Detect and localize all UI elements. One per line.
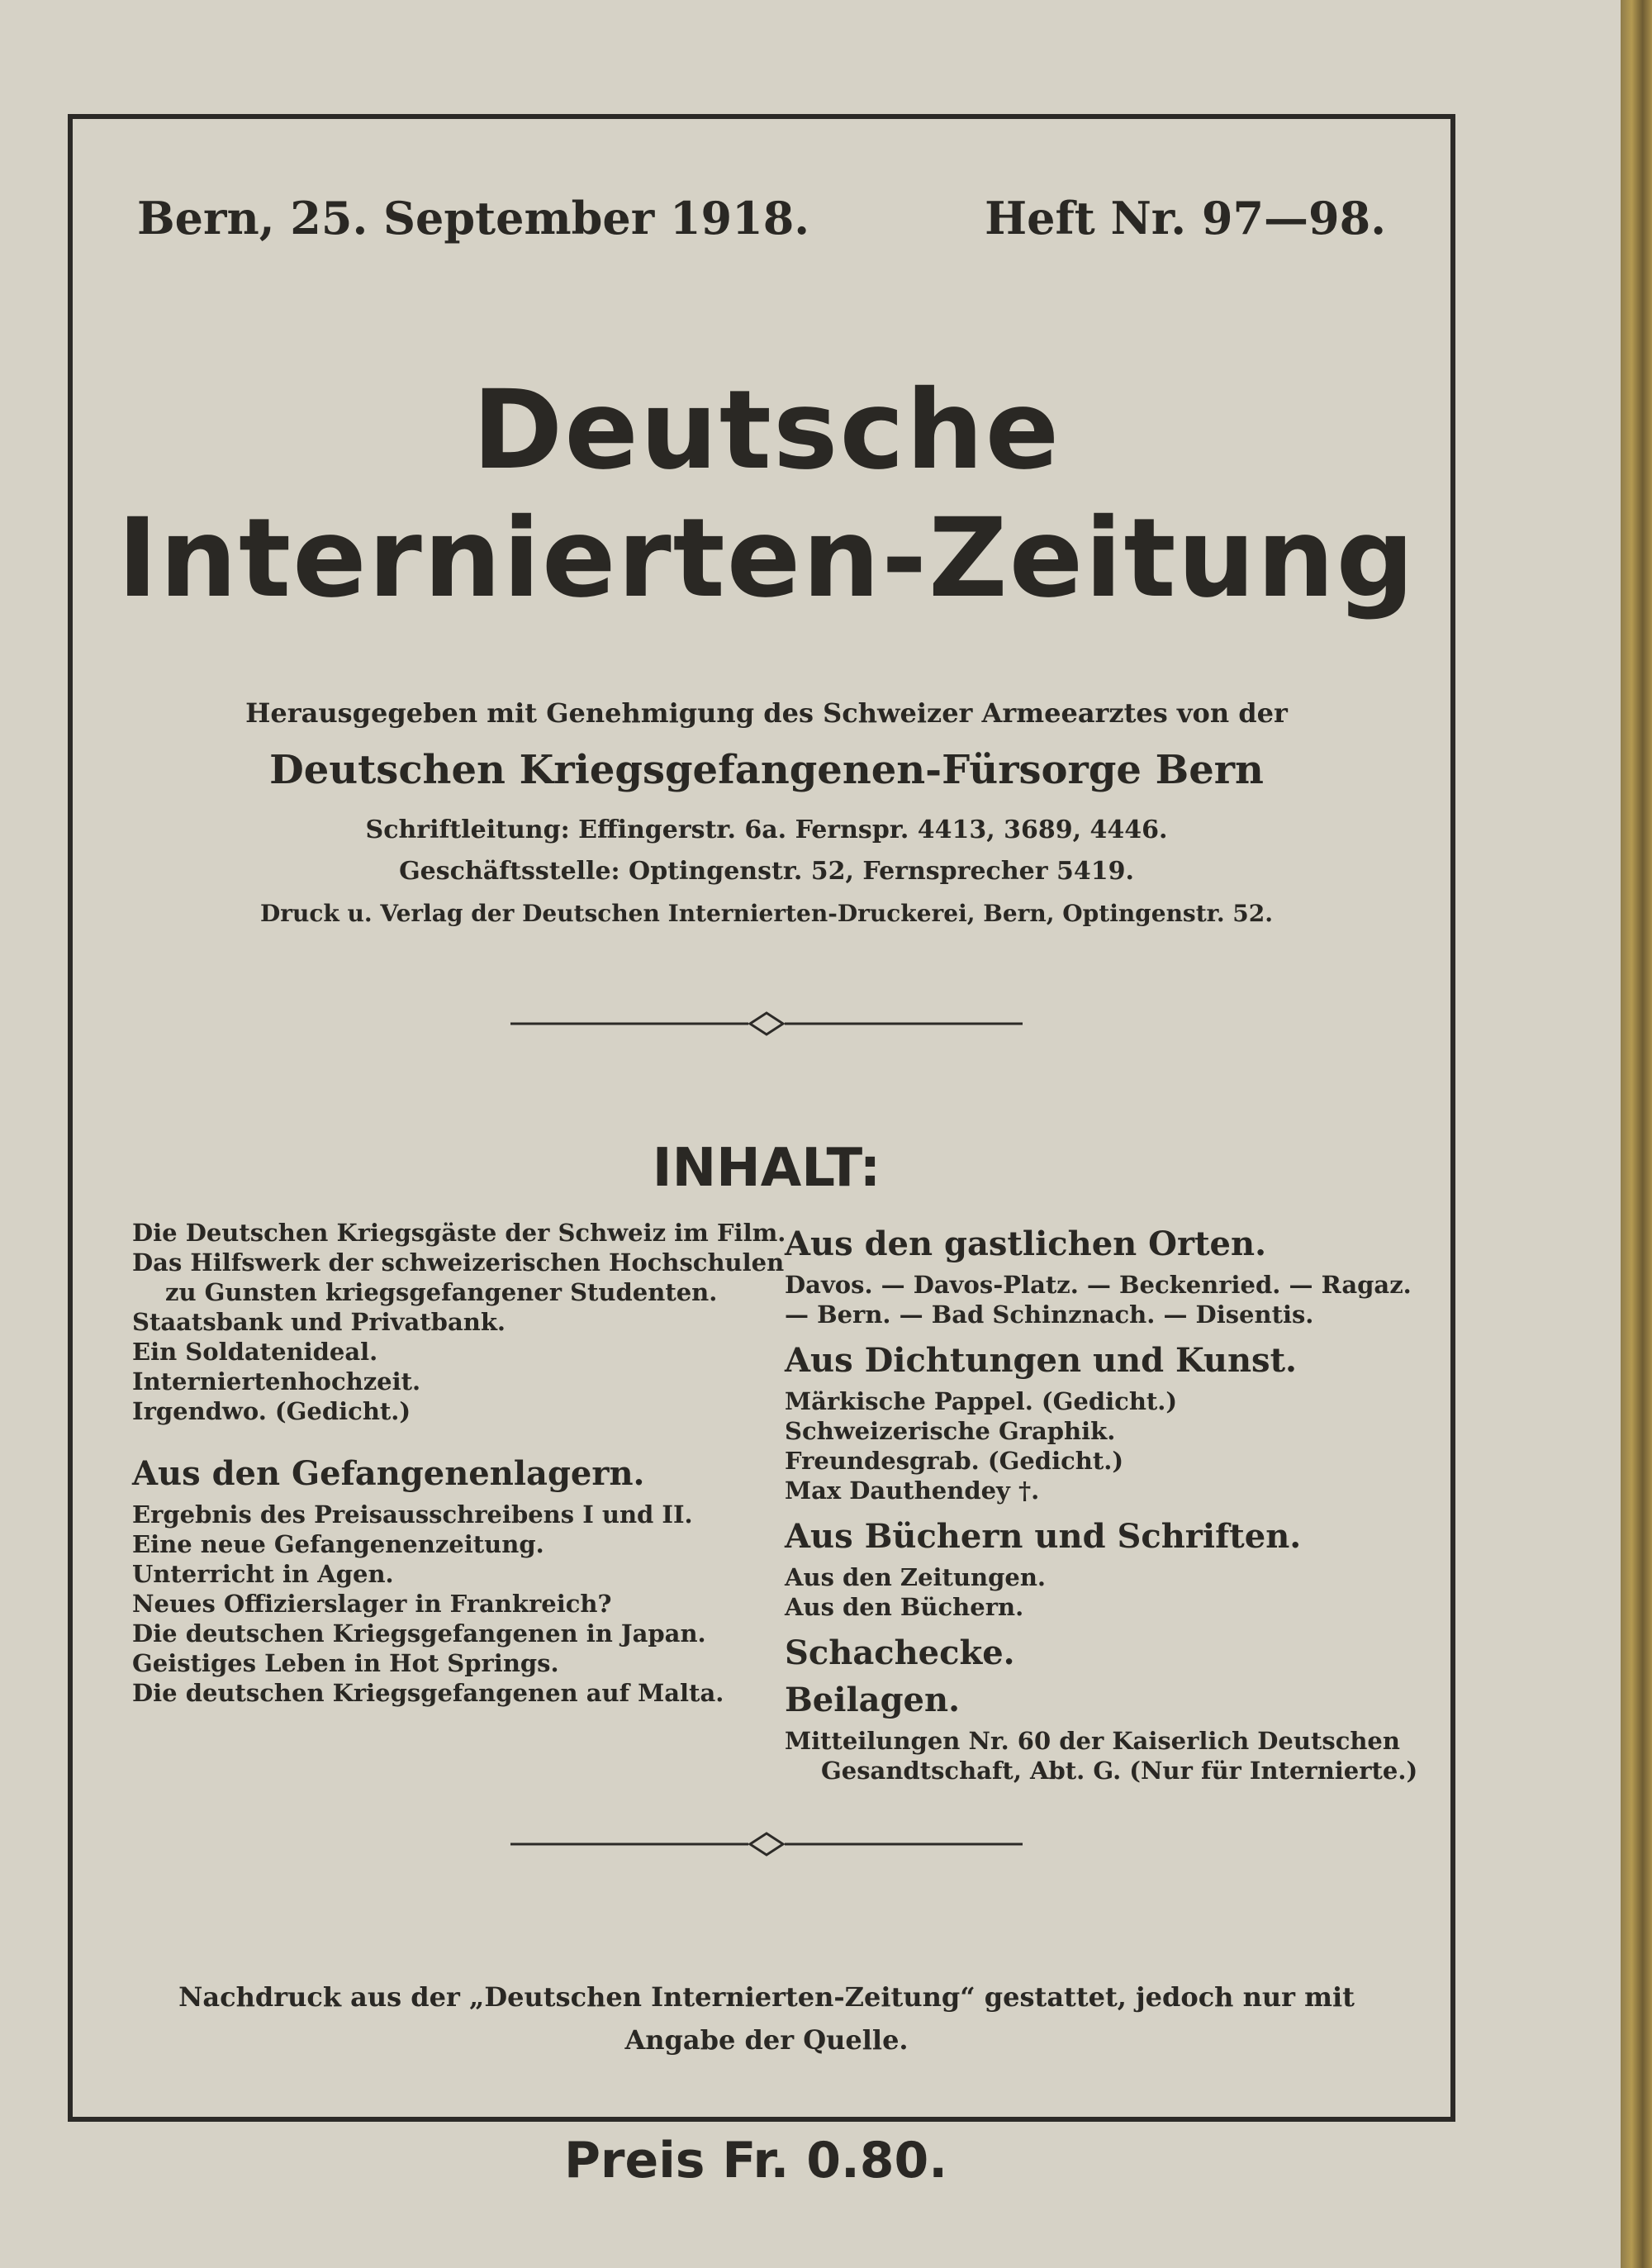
publisher-line-1: Herausgegeben mit Genehmigung des Schweizer Armeearztes von der [245,697,1288,729]
toc-item: Ergebnis des Preisausschreibens I und II. [132,1500,693,1529]
price-label: Preis Fr. 0.80. [563,2132,948,2190]
toc-item: Neues Offizierslager in Frankreich? [132,1590,612,1618]
toc-item: Märkische Pappel. (Gedicht.) [785,1387,1178,1415]
ornament-divider-bottom [510,1832,1023,1857]
toc-item: Die deutschen Kriegsgefangenen in Japan. [132,1619,706,1648]
toc-item: Unterricht in Agen. [132,1560,394,1588]
issue-number: Heft Nr. 97—98. [985,192,1386,245]
toc-item: Geistiges Leben in Hot Springs. [132,1649,559,1677]
toc-item: Ein Soldatenideal. [132,1338,378,1366]
toc-item: Das Hilfswerk der schweizerischen Hochschulen [132,1248,785,1277]
toc-item: Irgendwo. (Gedicht.) [132,1397,411,1425]
section-title-books: Aus Büchern und Schriften. [785,1517,1302,1556]
section-title-prison-camps: Aus den Gefangenenlagern. [132,1454,645,1493]
toc-item: Die deutschen Kriegsgefangenen auf Malta. [132,1679,724,1707]
printer-line: Druck u. Verlag der Deutschen Internierten-Druckerei, Bern, Optingenstr. 52. [259,900,1274,927]
reprint-notice-line-2: Angabe der Quelle. [624,2024,909,2056]
toc-item: Eine neue Gefangenenzeitung. [132,1530,544,1558]
toc-item: Staatsbank und Privatbank. [132,1308,506,1336]
reprint-notice-line-1: Nachdruck aus der „Deutschen Internierten-Zeitung“ gestattet, jedoch nur mit [178,1981,1355,2013]
toc-item: Aus den Büchern. [785,1593,1024,1621]
section-title-supplements: Beilagen. [785,1681,960,1719]
toc-item: Interniertenhochzeit. [132,1367,421,1396]
contents-heading: INHALT: [652,1138,881,1199]
issue-date: Bern, 25. September 1918. [137,192,810,245]
toc-item: Davos. — Davos-Platz. — Beckenried. — Ragaz. [785,1271,1412,1299]
toc-item: zu Gunsten kriegsgefangener Studenten. [165,1278,718,1306]
section-title-poetry-art: Aus Dichtungen und Kunst. [785,1341,1297,1380]
title-line-2: Internierten-Zeitung [116,495,1417,622]
toc-item: Schweizerische Graphik. [785,1417,1116,1445]
ornament-divider-top [510,1011,1023,1036]
editorial-office: Schriftleitung: Effingerstr. 6a. Fernspr. 4413, 3689, 4446. [365,815,1168,844]
cover-frame [68,114,1455,2122]
contents-left-column [132,1218,786,1708]
contents-right-column [785,1224,1417,1785]
toc-item: Max Dauthendey †. [785,1476,1040,1505]
toc-item: Freundesgrab. (Gedicht.) [785,1447,1124,1475]
toc-item: Gesandtschaft, Abt. G. (Nur für Internierte.) [821,1757,1418,1785]
title-line-1: Deutsche [472,367,1061,494]
toc-item: Die Deutschen Kriegsgäste der Schweiz im Film. [132,1219,786,1247]
section-title-chess: Schachecke. [785,1633,1015,1672]
publisher-line-2: Deutschen Kriegsgefangenen-Fürsorge Bern [269,747,1264,793]
business-office: Geschäftsstelle: Optingenstr. 52, Fernsprecher 5419. [399,857,1134,886]
book-spine-edge [1621,0,1652,2268]
toc-item: Mitteilungen Nr. 60 der Kaiserlich Deutschen [785,1727,1400,1755]
section-title-guest-places: Aus den gastlichen Orten. [785,1224,1267,1263]
toc-item: Aus den Zeitungen. [785,1563,1047,1591]
toc-item: — Bern. — Bad Schinznach. — Disentis. [785,1300,1314,1329]
